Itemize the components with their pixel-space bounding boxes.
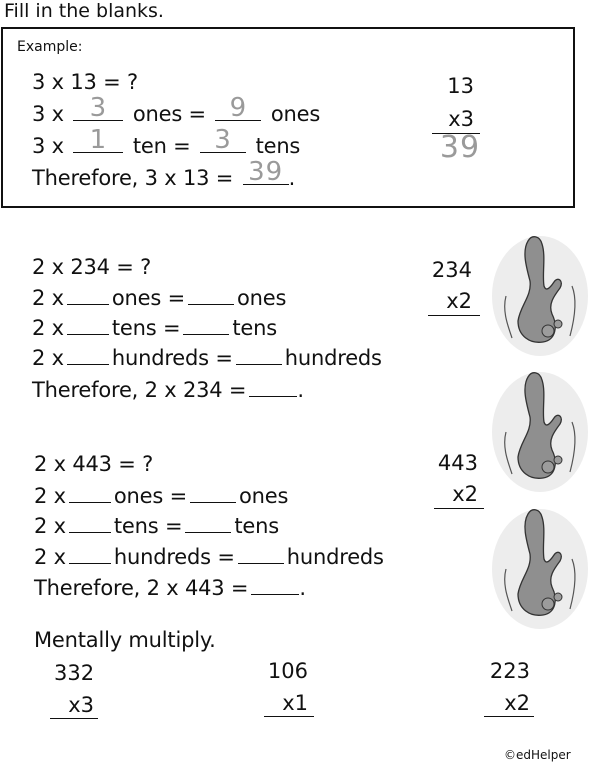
answer-blank[interactable] bbox=[185, 514, 231, 533]
line-pre: 2 x bbox=[32, 286, 64, 310]
example-ones-blank-2 bbox=[215, 93, 261, 123]
mental-item-2-bottom: x1 bbox=[282, 691, 308, 715]
problem-1-therefore-line bbox=[32, 378, 304, 402]
coral-illustration-3 bbox=[488, 498, 590, 630]
mental-item-2-rule bbox=[264, 716, 314, 717]
mental-item-2-top: 106 bbox=[267, 659, 308, 683]
coral-bubble bbox=[554, 456, 562, 464]
answer-blank[interactable] bbox=[69, 545, 111, 564]
answer-blank[interactable] bbox=[67, 316, 109, 335]
example-tens-pre: 3 x bbox=[32, 134, 64, 158]
line-mid: tens = bbox=[113, 514, 183, 538]
example-vertical-bottom: x3 bbox=[448, 107, 474, 131]
coral-illustration-1 bbox=[488, 226, 590, 356]
answer-blank[interactable] bbox=[69, 514, 111, 533]
problem-2-ones-line bbox=[34, 484, 288, 508]
line-pre: 2 x bbox=[34, 484, 66, 508]
answer-blank[interactable] bbox=[188, 286, 234, 305]
example-ones-blank-1 bbox=[73, 93, 123, 123]
answer-blank[interactable] bbox=[249, 378, 297, 397]
problem-2-hundreds-line bbox=[34, 545, 384, 569]
problem-2-question: 2 x 443 = ? bbox=[34, 452, 154, 476]
instruction-heading: Fill in the blanks. bbox=[4, 0, 164, 22]
handwritten-answer: 39 bbox=[248, 157, 284, 187]
example-therefore-pre: Therefore, 3 x 13 = bbox=[32, 166, 234, 190]
coral-bubble bbox=[542, 461, 554, 473]
coral-illustration-2 bbox=[488, 362, 590, 492]
problem-1-question: 2 x 234 = ? bbox=[32, 255, 152, 279]
line-post: ones bbox=[238, 484, 289, 508]
line-post: tens bbox=[234, 514, 279, 538]
example-therefore-post: . bbox=[288, 166, 296, 190]
line-pre: 2 x bbox=[32, 316, 64, 340]
problem-2-vertical-rule bbox=[434, 508, 484, 509]
problem-2-therefore-line bbox=[34, 576, 306, 600]
problem-1-vertical-top: 234 bbox=[431, 258, 472, 282]
answer-blank[interactable] bbox=[190, 484, 236, 503]
example-tens-blank-2 bbox=[200, 125, 246, 155]
mental-item-1-bottom: x3 bbox=[68, 693, 94, 717]
example-tens-blank-1 bbox=[73, 125, 123, 155]
coral-bubble bbox=[542, 325, 554, 337]
line-pre: Therefore, 2 x 234 = bbox=[32, 378, 247, 402]
example-ones-post: ones bbox=[270, 102, 321, 126]
coral-bubble bbox=[554, 593, 562, 601]
line-pre: Therefore, 2 x 443 = bbox=[34, 576, 249, 600]
problem-1-hundreds-line bbox=[32, 346, 382, 370]
example-label: Example: bbox=[17, 39, 83, 55]
line-mid: tens = bbox=[111, 316, 181, 340]
example-vertical-top: 13 bbox=[447, 74, 474, 98]
problem-1-vertical-rule bbox=[428, 315, 480, 316]
mental-item-3-top: 223 bbox=[489, 659, 530, 683]
line-pre: 2 x bbox=[34, 545, 66, 569]
line-post: . bbox=[297, 378, 304, 402]
line-post: tens bbox=[232, 316, 277, 340]
handwritten-answer: 3 bbox=[89, 93, 108, 123]
line-mid: hundreds = bbox=[113, 545, 235, 569]
handwritten-answer: 3 bbox=[214, 125, 232, 155]
answer-blank[interactable] bbox=[238, 545, 284, 564]
line-pre: 2 x bbox=[32, 346, 64, 370]
line-post: hundreds bbox=[286, 545, 384, 569]
line-pre: 2 x bbox=[34, 514, 66, 538]
example-ones-mid: ones = bbox=[132, 102, 206, 126]
example-ones-line bbox=[32, 93, 321, 126]
line-mid: ones = bbox=[113, 484, 187, 508]
problem-2-tens-line bbox=[34, 514, 279, 538]
handwritten-answer: 9 bbox=[229, 93, 248, 123]
example-vertical-answer: 39 bbox=[439, 130, 481, 165]
line-mid: hundreds = bbox=[111, 346, 233, 370]
problem-1-vertical-bottom: x2 bbox=[446, 289, 472, 313]
example-ones-pre: 3 x bbox=[32, 102, 64, 126]
line-post: . bbox=[299, 576, 306, 600]
answer-blank[interactable] bbox=[67, 286, 109, 305]
example-question: 3 x 13 = ? bbox=[32, 70, 138, 94]
problem-2-vertical-bottom: x2 bbox=[452, 482, 478, 506]
example-therefore-line bbox=[32, 157, 296, 190]
example-therefore-blank bbox=[243, 157, 289, 187]
mental-item-3-bottom: x2 bbox=[504, 691, 530, 715]
example-tens-post: tens bbox=[255, 134, 301, 158]
line-post: hundreds bbox=[284, 346, 382, 370]
answer-blank[interactable] bbox=[236, 346, 282, 365]
problem-1-tens-line bbox=[32, 316, 277, 340]
mental-item-3-rule bbox=[484, 716, 534, 717]
mental-heading: Mentally multiply. bbox=[34, 628, 216, 652]
line-post: ones bbox=[236, 286, 287, 310]
answer-blank[interactable] bbox=[69, 484, 111, 503]
answer-blank[interactable] bbox=[183, 316, 229, 335]
copyright-text: ©edHelper bbox=[504, 748, 571, 762]
coral-bubble bbox=[554, 320, 562, 328]
mental-item-1-rule bbox=[50, 718, 98, 719]
coral-bubble bbox=[542, 598, 554, 610]
line-mid: ones = bbox=[111, 286, 185, 310]
answer-blank[interactable] bbox=[251, 576, 299, 595]
answer-blank[interactable] bbox=[67, 346, 109, 365]
example-tens-mid: ten = bbox=[132, 134, 191, 158]
problem-1-ones-line bbox=[32, 286, 286, 310]
mental-item-1-top: 332 bbox=[54, 661, 95, 685]
example-tens-line bbox=[32, 125, 301, 158]
problem-2-vertical-top: 443 bbox=[437, 451, 478, 475]
handwritten-answer: 1 bbox=[89, 125, 108, 155]
